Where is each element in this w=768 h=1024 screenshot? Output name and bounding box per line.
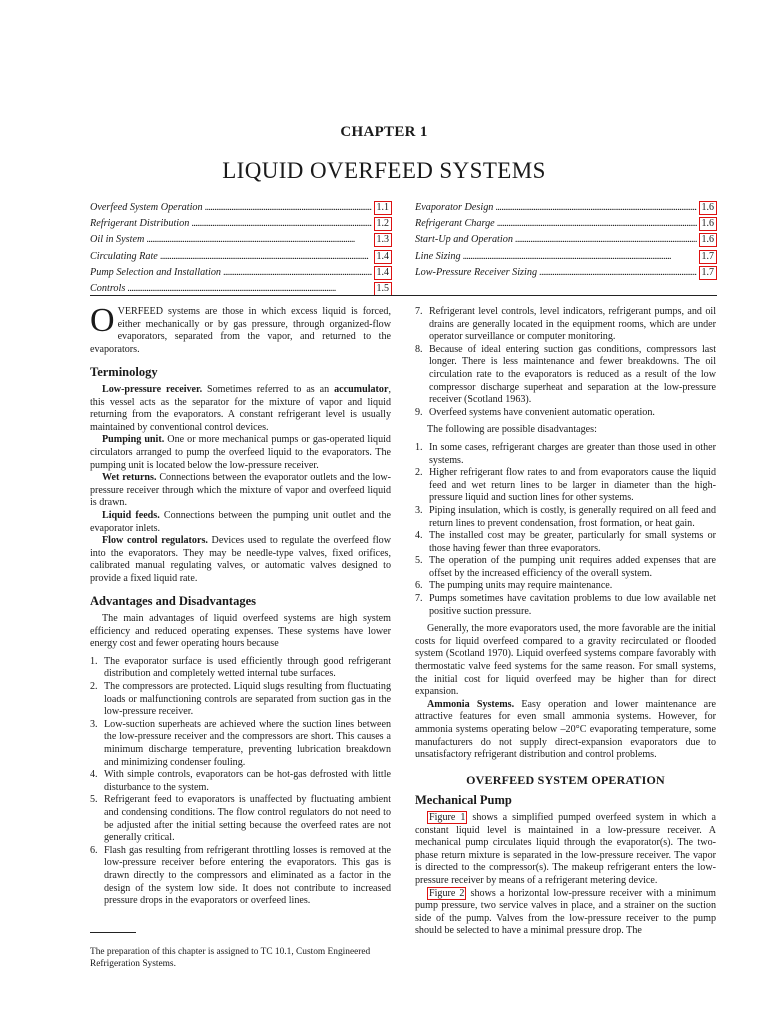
figure2-paragraph: Figure 2 shows a horizontal low-pressure receiver with a minimum pump pressure, two service valves in place, and a strainer on the suction side of the pump. Valves from the low-pressure receiver to the pump should be selected to have a minimal pressure drop. The — [415, 887, 716, 937]
list-item: 8. Because of ideal entering suction gas conditions, compressors last longer. There is less maintenance and fewer breakdowns. The oil circulation rate to the evaporators is reduced as a result of the low compressor discharge superheat and separation at the low-pressure receiver (Scotland 1963). — [415, 343, 716, 406]
toc-page-link[interactable]: 1.7 — [699, 250, 718, 264]
toc-page-link[interactable]: 1.7 — [699, 266, 718, 280]
list-item: 6. The pumping units may require maintenance. — [415, 580, 613, 592]
term-paragraph: Pumping unit. One or more mechanical pumps or gas-operated liquid circulators arranged to pump the overfeed liquid to the evaporators. The pumping unit is located below the low-pressure receiver. — [90, 434, 391, 471]
toc-leader — [495, 200, 696, 216]
toc-page-link[interactable]: 1.1 — [374, 201, 393, 215]
toc-page-link[interactable]: 1.5 — [374, 282, 393, 296]
list-item: 7. Refrigerant level controls, level indicators, refrigerant pumps, and oil drains are generally located in the equipment rooms, which are under operator surveillance or computer monitoring. — [415, 306, 716, 343]
toc-entry[interactable] — [415, 265, 717, 281]
list-item: 1. In some cases, refrigerant charges are greater than those used in other systems. — [415, 441, 716, 466]
toc-entry-label: Line Sizing — [415, 250, 461, 262]
list-item: 1. The evaporator surface is used efficiently through good refrigerant distribution and completely wetted internal tube surfaces. — [90, 655, 391, 680]
term-paragraph: Flow control regulators. Devices used to regulate the overfeed flow into the evaporators. They may be needle-type valves, fixed orifices, calibrated manual regulating valves, or automatic valves designed to provide a fixed liquid rate. — [90, 535, 391, 584]
figure1-paragraph: Figure 1 shows a simplified pumped overfeed system in which a constant liquid level is maintained in a low-pressure receiver. A mechanical pump circulates liquid through the evaporator(s). The two-phase return mixture is separated in the low-pressure receiver. The vapor is directed to the compressor(s). The makeup refrigerant enters the low-pressure receiver by means of a refrigerant metering device. — [415, 811, 716, 886]
disadvantages-list — [415, 442, 716, 618]
toc-entry[interactable] — [90, 249, 392, 265]
toc-entry-label: Refrigerant Charge — [415, 218, 495, 230]
section-divider — [90, 295, 717, 296]
toc-leader — [539, 265, 696, 281]
toc-page-link[interactable]: 1.6 — [699, 201, 718, 215]
toc-leader — [191, 216, 371, 232]
toc-entry-label: Controls — [90, 283, 126, 295]
toc-leader — [515, 232, 697, 248]
toc-page-link[interactable]: 1.4 — [374, 266, 393, 280]
term-name: Flow control regulators. — [102, 535, 208, 547]
list-item: 5. Refrigerant feed to evaporators is unaffected by fluctuating ambient and condensing conditions. The flow control regulators do not need to be adjusted after the initial setting because the overfeed rates are not generally critical. — [90, 794, 391, 844]
list-item: 4. With simple controls, evaporators can be hot-gas defrosted with little disturbance to the system. — [90, 769, 391, 793]
list-item: 7. Pumps sometimes have cavitation problems to due low available net positive suction pressure. — [415, 593, 716, 617]
list-item: 5. The operation of the pumping unit requires added expenses that are offset by the increased efficiency of the overall system. — [415, 555, 716, 579]
right-column — [415, 306, 716, 938]
toc-page-link[interactable]: 1.4 — [374, 250, 393, 264]
list-item: 6. Flash gas resulting from refrigerant throttling losses is removed at the low-pressure receiver before entering the evaporators. This gas is drawn directly to the compressors and eliminated as a factor in the design of the system low side. It does not contribute to increased pressure drops in the evaporators or overfeed lines. — [90, 844, 391, 907]
toc-entry[interactable] — [90, 232, 392, 248]
section-heading: OVERFEED SYSTEM OPERATION — [466, 772, 665, 787]
toc-leader — [497, 216, 697, 232]
ammonia-paragraph: Ammonia Systems. Easy operation and lower maintenance are attractive features for even small ammonia systems. However, for ammonia systems operating below –20°C evaporating temperature, some manufacturers do not supply direct-expansion evaporators due to unsatisfactory refrigerant distribution and control problems. — [415, 698, 716, 761]
toc-page-link[interactable]: 1.6 — [699, 217, 718, 231]
toc-entry[interactable] — [415, 249, 717, 265]
toc-entry[interactable] — [415, 200, 717, 216]
list-item: 3. Piping insulation, which is costly, is generally required on all feed and return lines to prevent condensation, frost formation, or heat gain. — [415, 504, 716, 529]
subsection-heading: Mechanical Pump — [415, 793, 512, 808]
toc-entry[interactable] — [415, 216, 717, 232]
term-paragraph: Low-pressure receiver. Sometimes referred to as an accumulator, this vessel acts as the separator for the mixture of vapor and liquid returning from the evaporators. A constant refrigerant level is usually maintained by conventional control devices. — [90, 383, 391, 433]
list-item: 2. The compressors are protected. Liquid slugs resulting from fluctuating loads or malfunctioning controls are separated from suction gas in the low-pressure receiver. — [90, 681, 391, 718]
terminology-heading: Terminology — [90, 365, 158, 380]
term-name: Liquid feeds. — [102, 509, 160, 521]
intro-paragraph: OVERFEED systems are those in which excess liquid is forced, either mechanically or by gas pressure, through organized-flow evaporators, separated from the vapor, and returned to the evaporators. — [90, 302, 391, 355]
toc-entry-label: Circulating Rate — [90, 250, 158, 262]
toc-entry-label: Overfeed System Operation — [90, 202, 203, 213]
footnote-rule — [90, 932, 136, 933]
toc-entry[interactable] — [90, 265, 392, 281]
toc-entry-label: Evaporator Design — [415, 202, 494, 213]
term-paragraph: Liquid feeds. Connections between the pumping unit outlet and the evaporator inlets. — [90, 509, 391, 534]
toc-leader — [160, 249, 372, 265]
term-name: Low-pressure receiver. — [102, 383, 203, 395]
toc-entry-label: Pump Selection and Installation — [90, 266, 222, 278]
page-title: LIQUID OVERFEED SYSTEMS — [222, 158, 546, 183]
footnote: The preparation of this chapter is assigned to TC 10.1, Custom Engineered Refrigeration Systems. — [90, 947, 371, 970]
toc-entry[interactable] — [90, 216, 392, 232]
toc-entry-label: Oil in System — [90, 234, 145, 246]
term-name: Pumping unit. — [102, 434, 165, 446]
generally-paragraph: Generally, the more evaporators used, the more favorable are the initial costs for liquid overfeed compared to a gravity recirculated or flooded system (Scotland 1970). Liquid overfeed systems compare favorably with thermostatic valve feed systems for the same reason. For small systems, the initial cost for liquid overfeed may be higher than for direct expansion. — [415, 623, 716, 698]
toc-page-link[interactable]: 1.2 — [374, 217, 393, 231]
toc-page-link[interactable]: 1.6 — [699, 233, 718, 247]
toc-entry[interactable] — [90, 200, 392, 216]
list-item: 3. Low-suction superheats are achieved where the suction lines between the low-pressure receiver and the compressors are short. This causes a minimum discharge temperature, preventing lubrication breakdown and minimizing condenser fouling. — [90, 718, 391, 768]
toc-left — [90, 200, 392, 297]
toc-entry[interactable] — [415, 232, 717, 248]
term-paragraph: Wet returns. Connections between the evaporator outlets and the low-pressure receiver through which the mixture of vapor and overfeed liquid is drawn. — [90, 472, 391, 509]
toc-entry-label: Low-Pressure Receiver Sizing — [415, 266, 538, 278]
toc-entry-label: Start-Up and Operation — [415, 234, 513, 246]
list-item: 4. The installed cost may be greater, particularly for small systems or those having fewer than three evaporators. — [415, 530, 716, 554]
disadvantages-intro: The following are possible disadvantages: — [427, 424, 597, 436]
advantages-list-continued — [415, 306, 716, 419]
drop-cap: O — [90, 302, 115, 339]
list-item: 2. Higher refrigerant flow rates to and from evaporators cause the liquid feed and wet return lines to be larger in diameter than the high-pressure liquid and suction lines for other systems. — [415, 467, 716, 504]
advantages-list — [90, 656, 391, 908]
chapter-label: CHAPTER 1 — [340, 124, 428, 140]
advantages-intro: The main advantages of liquid overfeed systems are high system efficiency and reduced operating expenses. These systems have lower energy cost and fewer operating hours because — [90, 613, 391, 650]
toc-leader — [205, 200, 372, 216]
toc-entry-label: Refrigerant Distribution — [90, 218, 190, 230]
figure-2-link[interactable]: Figure 2 — [429, 887, 465, 899]
list-item: 9. Overfeed systems have convenient automatic operation. — [415, 406, 655, 418]
toc-right — [415, 200, 717, 281]
advantages-heading: Advantages and Disadvantages — [90, 594, 257, 609]
left-column — [90, 302, 391, 913]
toc-page-link[interactable]: 1.3 — [374, 233, 393, 247]
toc-leader — [146, 232, 371, 248]
term-name: Wet returns. — [102, 472, 157, 484]
term-name: Ammonia Systems. — [427, 698, 515, 710]
figure-1-link[interactable]: Figure 1 — [429, 811, 466, 823]
toc-leader — [223, 265, 371, 281]
toc-leader — [463, 249, 697, 265]
